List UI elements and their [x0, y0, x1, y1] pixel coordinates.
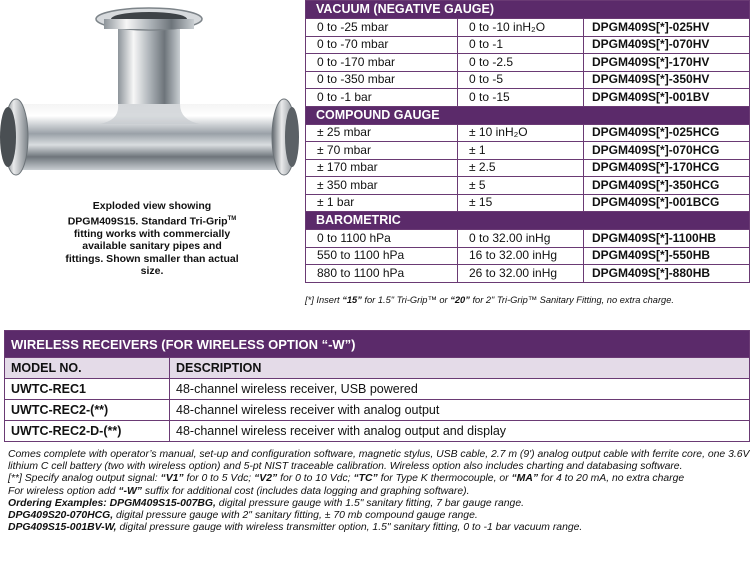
alt-range-cell: 0 to -1	[458, 36, 584, 54]
table-row	[306, 71, 750, 89]
wireless-option-note: For wireless option add “-W” suffix for additional cost (includes data logging and graphing software).	[8, 485, 470, 497]
range-cell: 550 to 1100 hPa	[306, 247, 458, 265]
section-header-vacuum	[306, 1, 750, 19]
model-cell: DPGM409S[*]-025HCG	[584, 124, 750, 142]
wireless-title-row	[5, 331, 750, 358]
section-header-compound	[306, 106, 750, 124]
ordering-example: DPG409S20-070HCG, digital pressure gauge with 2" sanitary fitting, ± 70 mb compound gauge range.	[8, 510, 478, 522]
range-cell: 0 to -70 mbar	[306, 36, 458, 54]
ordering-notes	[8, 449, 750, 534]
table-row	[5, 400, 750, 421]
range-cell: ± 350 mbar	[306, 177, 458, 195]
model-cell: DPGM409S[*]-070HV	[584, 36, 750, 54]
column-header-model: MODEL NO.	[5, 358, 170, 379]
ordering-example: DPG409S15-001BV-W, digital pressure gauge with wireless transmitter option, 1.5" sanitary fitting, 0 to -1 bar vacuum range.	[8, 522, 583, 534]
model-cell: DPGM409S[*]-001BV	[584, 89, 750, 107]
range-cell: ± 1 bar	[306, 194, 458, 212]
image-caption: Exploded view showing DPGM409S15. Standard Tri-Grip™ fitting works with commercially available sanitary pipes and fittings. Shown smaller than actual size.	[65, 200, 239, 278]
model-cell: UWTC-REC2-D-(**)	[5, 421, 170, 442]
section-title: COMPOUND GAUGE	[306, 106, 750, 124]
ordering-example: Ordering Examples: DPGM409S15-007BG, digital pressure gauge with 1.5" sanitary fitting, 7 bar gauge range.	[8, 497, 524, 509]
alt-range-cell: ± 10 inH₂O	[458, 124, 584, 142]
model-cell: DPGM409S[*]-1100HB	[584, 230, 750, 248]
range-cell: 0 to -25 mbar	[306, 19, 458, 37]
alt-range-cell: ± 5	[458, 177, 584, 195]
description-cell: 48-channel wireless receiver with analog output	[170, 400, 750, 421]
model-cell: DPGM409S[*]-025HV	[584, 19, 750, 37]
table-row	[5, 379, 750, 400]
description-cell: 48-channel wireless receiver, USB powered	[170, 379, 750, 400]
wireless-title: WIRELESS RECEIVERS (FOR WIRELESS OPTION “-W”)	[5, 331, 750, 358]
range-cell: 0 to -1 bar	[306, 89, 458, 107]
table-row	[5, 421, 750, 442]
table-row	[306, 265, 750, 283]
model-cell: UWTC-REC1	[5, 379, 170, 400]
model-cell: DPGM409S[*]-001BCG	[584, 194, 750, 212]
analog-output-note: [**] Specify analog output signal: “V1” for 0 to 5 Vdc; “V2” for 0 to 10 Vdc; “TC” for Type K thermocouple, or “MA” for 4 to 20 mA, no extra charge	[8, 473, 685, 485]
range-cell: ± 25 mbar	[306, 124, 458, 142]
model-cell: DPGM409S[*]-170HV	[584, 54, 750, 72]
description-cell: 48-channel wireless receiver with analog output and display	[170, 421, 750, 442]
alt-range-cell: ± 2.5	[458, 159, 584, 177]
column-header-description: DESCRIPTION	[170, 358, 750, 379]
table-row	[306, 19, 750, 37]
model-cell: UWTC-REC2-(**)	[5, 400, 170, 421]
table-row	[306, 194, 750, 212]
section-title: BAROMETRIC	[306, 212, 750, 230]
model-cell: DPGM409S[*]-350HV	[584, 71, 750, 89]
range-cell: 880 to 1100 hPa	[306, 265, 458, 283]
table-row	[306, 247, 750, 265]
alt-range-cell: 0 to -10 inH₂O	[458, 19, 584, 37]
model-cell: DPGM409S[*]-880HB	[584, 265, 750, 283]
alt-range-cell: 0 to -2.5	[458, 54, 584, 72]
alt-range-cell: 0 to 32.00 inHg	[458, 230, 584, 248]
table-row	[306, 230, 750, 248]
fitting-size-note: [*] Insert “15” for 1.5" Tri-Grip™ or “20” for 2" Tri-Grip™ Sanitary Fitting, no extra charge.	[305, 295, 674, 305]
model-cell: DPGM409S[*]-070HCG	[584, 142, 750, 160]
wireless-header-row	[5, 358, 750, 379]
range-cell: ± 170 mbar	[306, 159, 458, 177]
tri-grip-tee-fitting-image	[0, 0, 300, 200]
model-cell: DPGM409S[*]-550HB	[584, 247, 750, 265]
alt-range-cell: 26 to 32.00 inHg	[458, 265, 584, 283]
range-cell: 0 to -350 mbar	[306, 71, 458, 89]
table-row	[306, 36, 750, 54]
table-row	[306, 159, 750, 177]
alt-range-cell: ± 1	[458, 142, 584, 160]
alt-range-cell: 0 to -5	[458, 71, 584, 89]
range-cell: ± 70 mbar	[306, 142, 458, 160]
table-row	[306, 142, 750, 160]
table-row	[306, 89, 750, 107]
wireless-receivers-table	[4, 330, 750, 442]
gauge-range-table	[305, 0, 750, 283]
model-cell: DPGM409S[*]-170HCG	[584, 159, 750, 177]
range-cell: 0 to 1100 hPa	[306, 230, 458, 248]
table-row	[306, 177, 750, 195]
range-cell: 0 to -170 mbar	[306, 54, 458, 72]
comes-complete-note: Comes complete with operator’s manual, set-up and configuration software, magnetic stylus, USB cable, 2.7 m (9') analog output cable with ferrite core, one 3.6V lithium C cell battery (two with wireless option) and 5-pt NIST traceable calibration. Wireless option also includes charting and databasing software.	[8, 449, 750, 473]
table-row	[306, 124, 750, 142]
section-title: VACUUM (NEGATIVE GAUGE)	[306, 1, 750, 19]
alt-range-cell: 0 to -15	[458, 89, 584, 107]
alt-range-cell: ± 15	[458, 194, 584, 212]
alt-range-cell: 16 to 32.00 inHg	[458, 247, 584, 265]
section-header-barometric	[306, 212, 750, 230]
table-row	[306, 54, 750, 72]
model-cell: DPGM409S[*]-350HCG	[584, 177, 750, 195]
